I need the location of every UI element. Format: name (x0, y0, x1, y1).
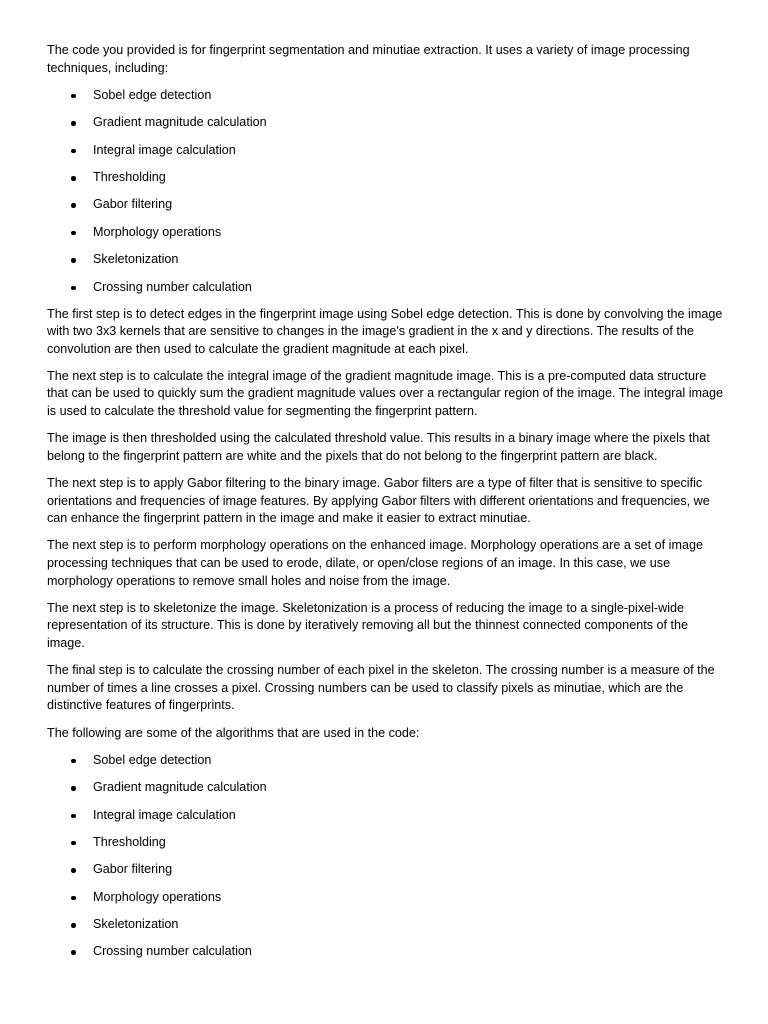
bullet-icon (71, 814, 76, 819)
list-item (47, 916, 725, 934)
sobel-paragraph: The first step is to detect edges in the fingerprint image using Sobel edge detection. This is done by convolving the image with two 3x3 kernels that are sensitive to changes in the image's gradient in the x and y directions. The results of the convolution are then used to calculate the gradient magnitude at each pixel. (47, 306, 723, 356)
list-item (47, 889, 725, 907)
bullet-icon (71, 923, 76, 928)
crossing-number-paragraph: The final step is to calculate the crossing number of each pixel in the skeleton. The crossing number is a measure of the number of times a line crosses a pixel. Crossing numbers can be used to classify pixels as minutiae, which are the distinctive features of fingerprints. (47, 663, 715, 713)
list-item (47, 196, 725, 214)
bullet-icon (71, 176, 76, 181)
list-item-label: Thresholding (93, 834, 166, 849)
bullet-icon (71, 786, 76, 791)
bullet-icon (71, 868, 76, 873)
list-item-label: Gradient magnitude calculation (93, 115, 267, 130)
bullet-icon (71, 950, 76, 955)
techniques-list (47, 87, 725, 296)
morphology-paragraph: The next step is to perform morphology operations on the enhanced image. Morphology operations are a set of image processing techniques that can be used to erode, dilate, or open/close regions of an image. In this case, we use morphology operations to remove small holes and noise from the image. (47, 538, 703, 588)
list-item (47, 251, 725, 269)
bullet-icon (71, 203, 76, 208)
list-item-label: Skeletonization (93, 917, 179, 932)
bullet-icon (71, 841, 76, 846)
bullet-icon (71, 231, 76, 236)
list-item (47, 224, 725, 242)
bullet-icon (71, 94, 76, 99)
list-item (47, 943, 725, 961)
bullet-icon (71, 759, 76, 764)
list-item (47, 142, 725, 160)
bullet-icon (71, 258, 76, 263)
list-item-label: Morphology operations (93, 889, 222, 904)
gabor-paragraph: The next step is to apply Gabor filtering to the binary image. Gabor filters are a type of filter that is sensitive to specific orientations and frequencies of image features. By applying Gabor filters with different orientations and frequencies, we can enhance the fingerprint pattern in the image and make it easier to extract minutiae. (47, 476, 710, 526)
list-item-label: Crossing number calculation (93, 279, 252, 294)
intro-paragraph: The code you provided is for fingerprint segmentation and minutiae extraction. It uses a variety of image processing techniques, including: (47, 43, 690, 75)
list-item-label: Gabor filtering (93, 197, 173, 212)
bullet-icon (71, 896, 76, 901)
list-item (47, 752, 725, 770)
document-page (47, 42, 725, 970)
list-item-label: Gradient magnitude calculation (93, 780, 267, 795)
list-item (47, 114, 725, 132)
list-item-label: Sobel edge detection (93, 752, 212, 767)
list-item-label: Crossing number calculation (93, 944, 252, 959)
threshold-paragraph: The image is then thresholded using the calculated threshold value. This results in a binary image where the pixels that belong to the fingerprint pattern are white and the pixels that do not belong to the fingerprint pattern are black. (47, 431, 710, 463)
list-item (47, 834, 725, 852)
list-item-label: Thresholding (93, 169, 166, 184)
skeletonization-paragraph: The next step is to skeletonize the image. Skeletonization is a process of reducing the image to a single-pixel-wide representation of its structure. This is done by iteratively removing all but the thinnest connected components of the image. (47, 600, 689, 650)
algorithms-intro-paragraph: The following are some of the algorithms that are used in the code: (47, 725, 420, 740)
bullet-icon (71, 121, 76, 126)
integral-image-paragraph: The next step is to calculate the integral image of the gradient magnitude image. This is a pre-computed data structure that can be used to quickly sum the gradient magnitude values over a rectangular region of the image. The integral image is used to calculate the threshold value for segmenting the fingerprint pattern. (47, 368, 724, 419)
list-item-label: Integral image calculation (93, 807, 236, 822)
list-item-label: Gabor filtering (93, 862, 173, 877)
bullet-icon (71, 149, 76, 154)
bullet-icon (71, 286, 76, 291)
list-item-label: Sobel edge detection (93, 87, 212, 102)
list-item (47, 279, 725, 297)
list-item-label: Skeletonization (93, 252, 179, 267)
algorithms-list (47, 752, 725, 961)
list-item (47, 861, 725, 879)
list-item (47, 779, 725, 797)
list-item (47, 807, 725, 825)
list-item-label: Morphology operations (93, 224, 222, 239)
list-item (47, 87, 725, 105)
list-item (47, 169, 725, 187)
list-item-label: Integral image calculation (93, 142, 236, 157)
